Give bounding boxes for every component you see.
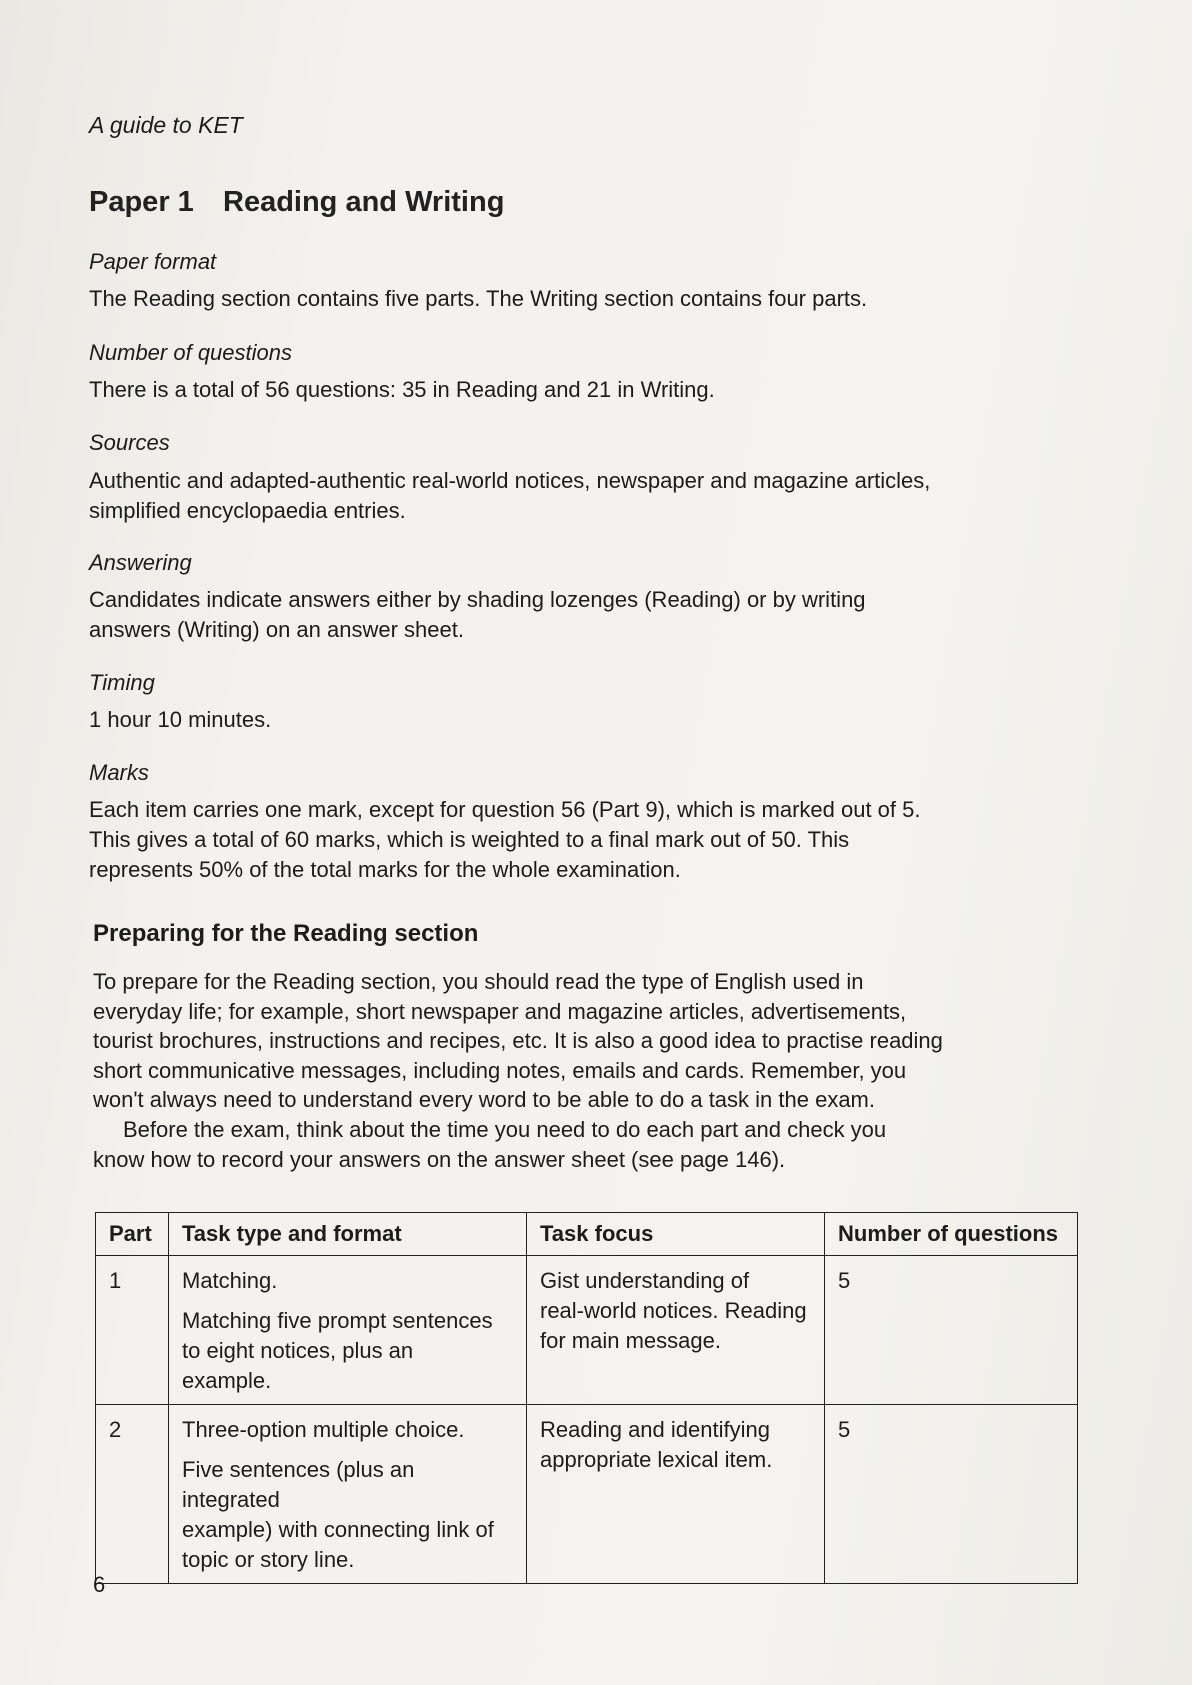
page-number: 6: [93, 1572, 106, 1597]
number-of-questions-text: [89, 375, 715, 405]
subheading-number-of-questions: Number of questions: [89, 340, 292, 365]
text-line: Candidates indicate answers either by shading lozenges (Reading) or by writing: [89, 587, 866, 612]
subheading-marks: Marks: [89, 760, 149, 785]
text-line: simplified encyclopaedia entries.: [89, 498, 406, 523]
cell-number-of-questions: 5: [825, 1256, 1078, 1405]
text-line: represents 50% of the total marks for the whole examination.: [89, 857, 681, 882]
text-line: won't always need to understand every word to be able to do a task in the exam.: [93, 1087, 875, 1113]
timing-text: [89, 705, 271, 735]
text-line: example) with connecting link of: [182, 1517, 494, 1542]
cell-number-of-questions: 5: [825, 1405, 1078, 1584]
text-line: Authentic and adapted-authentic real-world notices, newspaper and magazine articles,: [89, 468, 931, 493]
header-task-type: Task type and format: [169, 1213, 527, 1256]
text-line: for main message.: [540, 1328, 721, 1353]
header-part: Part: [96, 1213, 169, 1256]
running-header: A guide to KET: [89, 112, 243, 138]
header-task-focus: Task focus: [527, 1213, 825, 1256]
cell-task-focus: [527, 1405, 825, 1584]
paper-format-text: [89, 284, 867, 314]
text-line: answers (Writing) on an answer sheet.: [89, 617, 464, 642]
answering-text: [89, 585, 866, 645]
cell-part: 1: [96, 1256, 169, 1405]
table-row: [96, 1256, 1078, 1405]
text-line: short communicative messages, including notes, emails and cards. Remember, you: [93, 1057, 907, 1083]
text-line: know how to record your answers on the answer sheet (see page 146).: [93, 1146, 786, 1172]
cell-part: 2: [96, 1405, 169, 1584]
text-line: Reading and identifying: [540, 1417, 770, 1442]
text-line: There is a total of 56 questions: 35 in Reading and 21 in Writing.: [89, 377, 715, 402]
subheading-paper-format: Paper format: [89, 249, 217, 274]
text-line: 1 hour 10 minutes.: [89, 707, 272, 732]
reading-parts-table: [95, 1212, 1078, 1584]
text-line: Before the exam, think about the time you need to do each part and check you: [123, 1116, 887, 1142]
cell-task-type: [169, 1256, 527, 1405]
text-line: example.: [182, 1368, 272, 1393]
text-line: to eight notices, plus an: [182, 1338, 414, 1363]
sources-text: [89, 466, 930, 526]
cell-task-focus: [527, 1256, 825, 1405]
paper-name: Reading and Writing: [223, 186, 505, 218]
text-line: everyday life; for example, short newspaper and magazine articles, advertisements,: [93, 998, 907, 1024]
table-header-row: [96, 1213, 1078, 1256]
text-line: Each item carries one mark, except for question 56 (Part 9), which is marked out of 5.: [89, 797, 921, 822]
table-row: [96, 1405, 1078, 1584]
paper-title: [89, 186, 504, 219]
text-line: The Reading section contains five parts. The Writing section contains four parts.: [89, 286, 868, 311]
marks-text: [89, 795, 920, 885]
text-line: To prepare for the Reading section, you should read the type of English used in: [93, 969, 864, 994]
text-line: Gist understanding of: [540, 1268, 750, 1293]
paper-number: Paper 1: [89, 186, 194, 218]
text-line: real-world notices. Reading: [540, 1298, 807, 1323]
header-number-of-questions: Number of questions: [825, 1213, 1078, 1256]
subheading-sources: Sources: [89, 430, 170, 455]
text-line: Five sentences (plus an integrated: [182, 1457, 415, 1512]
text-line: Matching five prompt sentences: [182, 1308, 493, 1333]
reading-prep-text: [93, 967, 973, 1174]
text-line: appropriate lexical item.: [540, 1447, 773, 1472]
subheading-answering: Answering: [89, 550, 192, 575]
text-line: tourist brochures, instructions and recipes, etc. It is also a good idea to practise reading: [93, 1028, 943, 1054]
task-type-label: Matching.: [182, 1268, 278, 1293]
task-type-label: Three-option multiple choice.: [182, 1417, 465, 1442]
reading-prep-title: Preparing for the Reading section: [93, 920, 479, 947]
cell-task-type: [169, 1405, 527, 1584]
subheading-timing: Timing: [89, 670, 155, 695]
text-line: topic or story line.: [182, 1547, 355, 1572]
text-line: This gives a total of 60 marks, which is weighted to a final mark out of 50. This: [89, 827, 850, 852]
